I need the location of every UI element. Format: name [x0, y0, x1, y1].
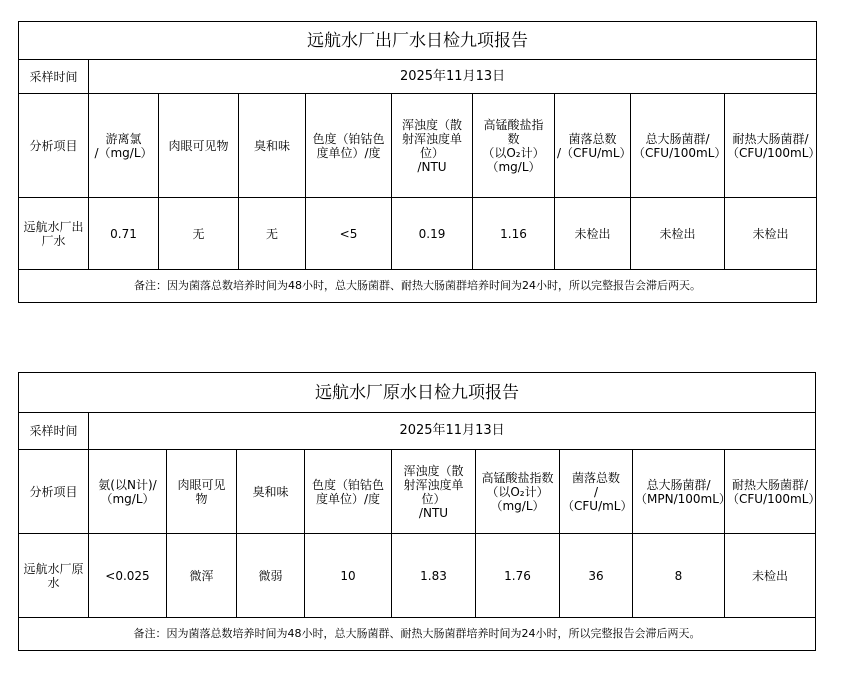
column-header — [476, 450, 560, 534]
column-header-line: /NTU — [418, 505, 449, 520]
column-header-line: 菌落总数 — [568, 131, 617, 146]
value-cell: 未检出 — [725, 198, 817, 270]
column-header-line: 色度（铂钴色 — [312, 131, 385, 146]
report-note: 备注：因为菌落总数培养时间为48小时，总大肠菌群、耐热大肠菌群培养时间为24小时，所以完整报告会滞后两天。 — [19, 618, 816, 651]
column-header-line: 色度（铂钴色 — [311, 477, 384, 492]
sample-name: 远航水厂出厂水 — [19, 198, 89, 270]
value-cell: 8 — [633, 534, 725, 618]
column-header-line: 浑浊度（散 — [401, 117, 462, 132]
value-cell: 0.71 — [89, 198, 159, 270]
column-header — [725, 450, 821, 534]
value-cell: 微弱 — [237, 534, 305, 618]
column-header-line: 度单位）/度 — [315, 491, 381, 506]
column-header-line: 游离氯 — [105, 131, 142, 146]
outlet-water-report-table — [18, 21, 821, 303]
column-header-line: 度单位）/度 — [316, 145, 381, 160]
column-header-line: 高锰酸盐指数 — [481, 470, 554, 485]
value-cell: <0.025 — [89, 534, 167, 618]
column-header-line: 肉眼可见 — [177, 477, 226, 492]
column-header-line: 物 — [195, 491, 208, 506]
sample-name: 远航水厂原水 — [19, 534, 89, 618]
value-cell: 无 — [159, 198, 239, 270]
value-cell: 微浑 — [167, 534, 237, 618]
value-cell: 未检出 — [555, 198, 631, 270]
column-header-line: 总大肠菌群/ — [645, 131, 710, 146]
value-row — [19, 534, 816, 618]
column-header-line: 数 — [507, 131, 520, 146]
column-header — [159, 94, 239, 198]
column-header-line: （以O₂计） — [486, 484, 549, 499]
column-header-line: 射浑浊度单 — [401, 131, 462, 146]
value-cell: 1.76 — [476, 534, 560, 618]
column-header-line: 菌落总数 — [571, 470, 620, 485]
column-header — [237, 450, 305, 534]
header-row — [19, 450, 816, 534]
header-row — [19, 94, 817, 198]
column-header-line: 位） — [419, 145, 444, 160]
column-header — [89, 450, 167, 534]
sampling-time-label: 采样时间 — [19, 60, 89, 94]
column-header-line: （mg/L） — [490, 498, 545, 513]
column-header — [560, 450, 633, 534]
column-header-line: 浑浊度（散 — [403, 463, 464, 478]
value-cell: 无 — [239, 198, 306, 270]
column-header-line: （MPN/100mL） — [635, 491, 731, 506]
column-header — [89, 94, 159, 198]
column-header — [631, 94, 725, 198]
column-header-line: /NTU — [417, 159, 447, 174]
analysis-item-label: 分析项目 — [19, 450, 89, 534]
column-header — [239, 94, 306, 198]
value-cell: 1.16 — [473, 198, 555, 270]
column-header-line: （以O₂计） — [482, 145, 545, 160]
value-cell: 10 — [305, 534, 392, 618]
column-header-line: 氨(以N计)/ — [98, 477, 157, 492]
raw-water-report-table — [18, 372, 821, 651]
column-header-line: /（mg/L） — [94, 145, 153, 160]
column-header — [725, 94, 821, 198]
column-header-line: 臭和味 — [253, 138, 290, 153]
column-header-line: （mg/L） — [486, 159, 541, 174]
column-header — [392, 450, 476, 534]
value-cell: 未检出 — [725, 534, 816, 618]
value-row — [19, 198, 817, 270]
column-header-line: 耐热大肠菌群/ — [732, 477, 809, 492]
column-header-line: 耐热大肠菌群/ — [732, 131, 809, 146]
column-header-line: 总大肠菌群/ — [646, 477, 711, 492]
column-header-line: 臭和味 — [252, 484, 289, 499]
column-header-line: （mg/L） — [100, 491, 155, 506]
sampling-date: 2025年11月13日 — [89, 413, 816, 450]
column-header — [306, 94, 392, 198]
column-header-line: /（CFU/mL） — [562, 484, 633, 513]
report-title: 远航水厂原水日检九项报告 — [19, 373, 816, 413]
column-header-line: 位） — [421, 491, 446, 506]
column-header — [392, 94, 473, 198]
value-cell: <5 — [306, 198, 392, 270]
report-title: 远航水厂出厂水日检九项报告 — [19, 22, 817, 60]
value-cell: 0.19 — [392, 198, 473, 270]
column-header-line: 射浑浊度单 — [403, 477, 464, 492]
value-cell: 36 — [560, 534, 633, 618]
column-header — [305, 450, 392, 534]
column-header-line: （CFU/100mL） — [727, 491, 821, 506]
sampling-date: 2025年11月13日 — [89, 60, 817, 94]
column-header-line: （CFU/100mL） — [727, 145, 821, 160]
column-header — [555, 94, 631, 198]
column-header-line: （CFU/100mL） — [633, 145, 727, 160]
column-header — [167, 450, 237, 534]
column-header — [473, 94, 555, 198]
analysis-item-label: 分析项目 — [19, 94, 89, 198]
column-header-line: 高锰酸盐指 — [483, 117, 544, 132]
value-cell: 1.83 — [392, 534, 476, 618]
value-cell: 未检出 — [631, 198, 725, 270]
column-header-line: /（CFU/mL） — [557, 145, 632, 160]
column-header-line: 肉眼可见物 — [168, 138, 229, 153]
sampling-time-label: 采样时间 — [19, 413, 89, 450]
report-note: 备注：因为菌落总数培养时间为48小时，总大肠菌群、耐热大肠菌群培养时间为24小时，所以完整报告会滞后两天。 — [19, 270, 817, 303]
column-header — [633, 450, 731, 534]
